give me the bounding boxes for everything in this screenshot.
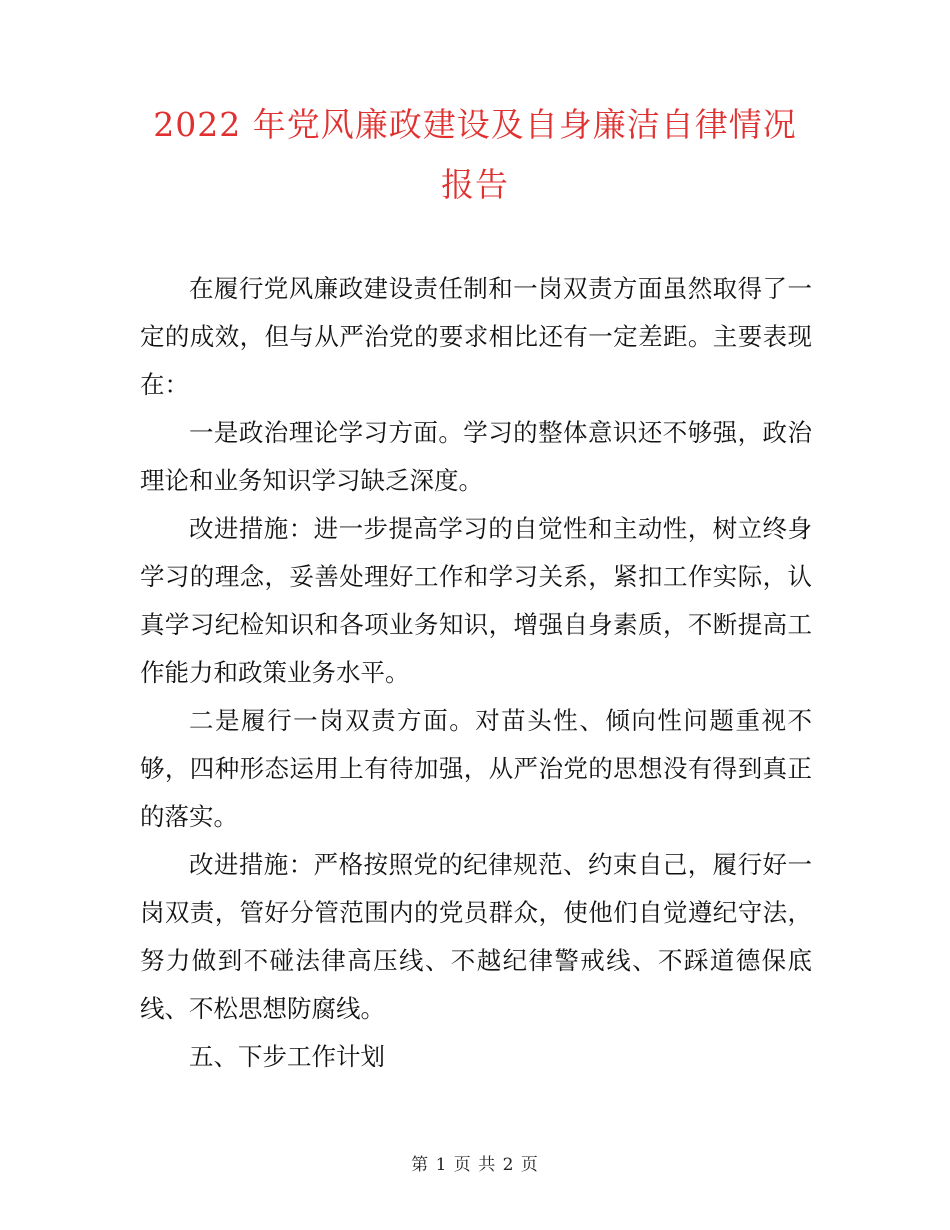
document-body — [140, 265, 812, 1081]
paragraph: 在履行党风廉政建设责任制和一岗双责方面虽然取得了一定的成效，但与从严治党的要求相比还有一定差距。主要表现在： — [140, 274, 812, 399]
page-footer: 第 1 页 共 2 页 — [411, 1155, 539, 1175]
paragraph: 改进措施：严格按照党的纪律规范、约束自己，履行好一岗双责，管好分管范围内的党员群众，使他们自觉遵纪守法，努力做到不碰法律高压线、不越纪律警戒线、不踩道德保底线、不松思想防腐线。 — [140, 850, 812, 1023]
section-heading: 五、下步工作计划 — [189, 1042, 385, 1071]
document-title: 2022 年党风廉政建设及自身廉洁自律情况报告 — [153, 105, 797, 204]
paragraph: 改进措施：进一步提高学习的自觉性和主动性，树立终身学习的理念，妥善处理好工作和学习关系，紧扣工作实际，认真学习纪检知识和各项业务知识，增强自身素质，不断提高工作能力和政策业务水平。 — [140, 514, 812, 687]
paragraph: 一是政治理论学习方面。学习的整体意识还不够强，政治理论和业务知识学习缺乏深度。 — [140, 418, 812, 495]
paragraph: 二是履行一岗双责方面。对苗头性、倾向性问题重视不够，四种形态运用上有待加强，从严治党的思想没有得到真正的落实。 — [140, 706, 812, 831]
